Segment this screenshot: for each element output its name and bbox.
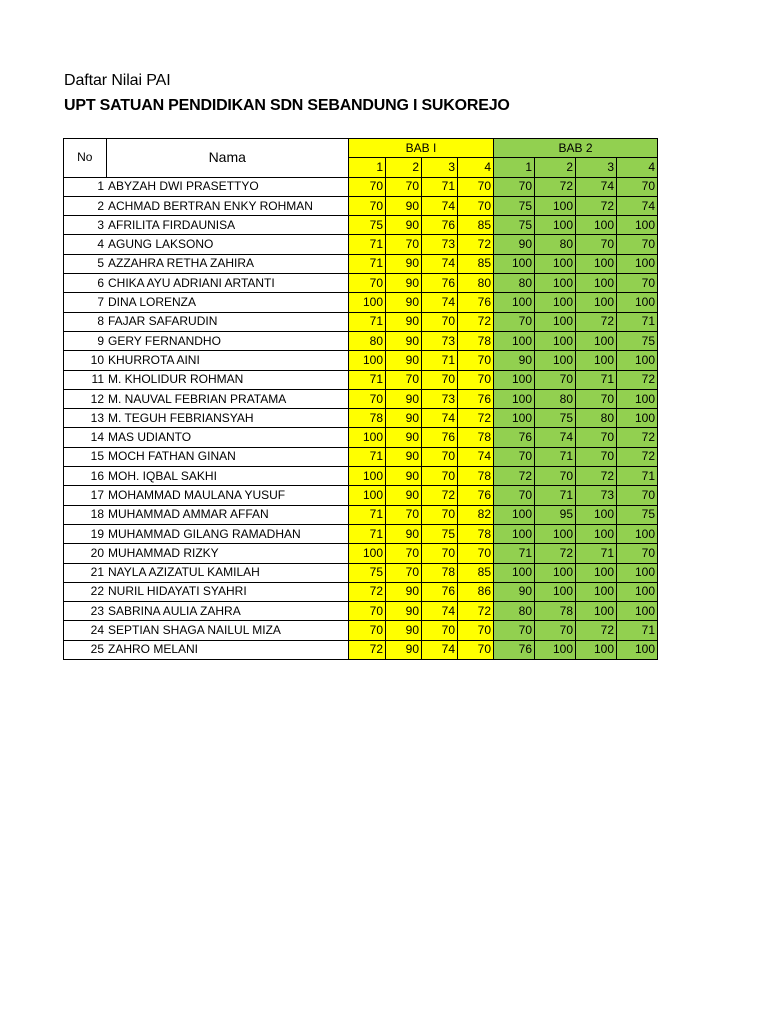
student-name: SEPTIAN SHAGA NAILUL MIZA xyxy=(106,621,349,640)
row-number: 16 xyxy=(64,467,107,486)
header-bab1-sub: 3 xyxy=(422,158,458,177)
bab2-score: 100 xyxy=(617,389,658,408)
bab1-score: 90 xyxy=(386,428,422,447)
student-name: AFRILITA FIRDAUNISA xyxy=(106,216,349,235)
bab2-score: 75 xyxy=(617,331,658,350)
student-name: SABRINA AULIA ZAHRA xyxy=(106,602,349,621)
bab1-score: 100 xyxy=(349,428,386,447)
bab2-score: 100 xyxy=(576,563,617,582)
bab1-score: 74 xyxy=(422,293,458,312)
bab2-score: 100 xyxy=(576,524,617,543)
bab2-score: 76 xyxy=(494,640,535,659)
row-number: 21 xyxy=(64,563,107,582)
bab2-score: 100 xyxy=(535,254,576,273)
bab2-score: 90 xyxy=(494,582,535,601)
bab1-score: 78 xyxy=(458,467,494,486)
bab1-score: 90 xyxy=(386,216,422,235)
bab1-score: 71 xyxy=(349,254,386,273)
bab1-score: 80 xyxy=(458,274,494,293)
bab2-score: 72 xyxy=(617,447,658,466)
bab2-score: 72 xyxy=(576,621,617,640)
bab2-score: 100 xyxy=(576,331,617,350)
bab2-score: 100 xyxy=(535,640,576,659)
bab1-score: 70 xyxy=(422,544,458,563)
bab2-score: 75 xyxy=(617,505,658,524)
bab2-score: 70 xyxy=(535,370,576,389)
table-row xyxy=(64,351,658,370)
bab2-score: 100 xyxy=(576,216,617,235)
bab1-score: 76 xyxy=(458,389,494,408)
page-title: Daftar Nilai PAI xyxy=(64,72,171,89)
bab2-score: 100 xyxy=(494,524,535,543)
bab1-score: 71 xyxy=(349,447,386,466)
row-number: 1 xyxy=(64,177,107,196)
row-number: 9 xyxy=(64,331,107,350)
bab2-score: 72 xyxy=(494,467,535,486)
bab1-score: 70 xyxy=(349,621,386,640)
student-name: ABYZAH DWI PRASETTYO xyxy=(106,177,349,196)
bab2-score: 75 xyxy=(494,196,535,215)
row-number: 18 xyxy=(64,505,107,524)
student-name: AZZAHRA RETHA ZAHIRA xyxy=(106,254,349,273)
bab1-score: 70 xyxy=(386,505,422,524)
bab1-score: 72 xyxy=(458,409,494,428)
bab2-score: 100 xyxy=(535,196,576,215)
bab2-score: 100 xyxy=(494,409,535,428)
bab2-score: 70 xyxy=(535,621,576,640)
bab1-score: 90 xyxy=(386,312,422,331)
student-name: MOCH FATHAN GINAN xyxy=(106,447,349,466)
table-row xyxy=(64,293,658,312)
bab2-score: 71 xyxy=(535,447,576,466)
row-number: 3 xyxy=(64,216,107,235)
student-name: AGUNG LAKSONO xyxy=(106,235,349,254)
bab1-score: 70 xyxy=(349,196,386,215)
row-number: 6 xyxy=(64,274,107,293)
student-name: MUHAMMAD AMMAR AFFAN xyxy=(106,505,349,524)
bab1-score: 90 xyxy=(386,524,422,543)
bab1-score: 90 xyxy=(386,274,422,293)
bab2-score: 72 xyxy=(535,177,576,196)
table-row xyxy=(64,486,658,505)
bab1-score: 78 xyxy=(349,409,386,428)
bab1-score: 71 xyxy=(422,351,458,370)
bab1-score: 71 xyxy=(349,235,386,254)
student-name: M. TEGUH FEBRIANSYAH xyxy=(106,409,349,428)
student-name: MOH. IQBAL SAKHI xyxy=(106,467,349,486)
bab1-score: 70 xyxy=(386,177,422,196)
bab2-score: 90 xyxy=(494,351,535,370)
header-row-top xyxy=(64,139,658,158)
header-bab1-sub: 1 xyxy=(349,158,386,177)
student-name: ZAHRO MELANI xyxy=(106,640,349,659)
bab1-score: 76 xyxy=(422,582,458,601)
bab2-score: 100 xyxy=(535,563,576,582)
student-name: FAJAR SAFARUDIN xyxy=(106,312,349,331)
header-bab2: BAB 2 xyxy=(494,139,658,158)
bab2-score: 100 xyxy=(576,351,617,370)
bab2-score: 70 xyxy=(494,621,535,640)
bab2-score: 70 xyxy=(494,486,535,505)
bab1-score: 74 xyxy=(422,254,458,273)
bab1-score: 90 xyxy=(386,582,422,601)
table-row xyxy=(64,563,658,582)
table-row xyxy=(64,331,658,350)
row-number: 20 xyxy=(64,544,107,563)
bab2-score: 71 xyxy=(535,486,576,505)
student-name: KHURROTA AINI xyxy=(106,351,349,370)
bab2-score: 72 xyxy=(535,544,576,563)
bab1-score: 90 xyxy=(386,409,422,428)
bab2-score: 100 xyxy=(617,254,658,273)
bab2-score: 71 xyxy=(617,621,658,640)
row-number: 4 xyxy=(64,235,107,254)
bab2-score: 100 xyxy=(494,389,535,408)
bab2-score: 100 xyxy=(576,602,617,621)
table-row xyxy=(64,447,658,466)
table-row xyxy=(64,254,658,273)
bab1-score: 70 xyxy=(458,621,494,640)
bab1-score: 90 xyxy=(386,447,422,466)
table-row xyxy=(64,409,658,428)
bab2-score: 100 xyxy=(576,254,617,273)
bab1-score: 70 xyxy=(458,640,494,659)
bab1-score: 74 xyxy=(422,409,458,428)
bab2-score: 71 xyxy=(576,544,617,563)
table-row xyxy=(64,312,658,331)
bab1-score: 73 xyxy=(422,235,458,254)
bab1-score: 100 xyxy=(349,293,386,312)
bab1-score: 70 xyxy=(422,467,458,486)
bab2-score: 70 xyxy=(494,177,535,196)
bab2-score: 100 xyxy=(576,293,617,312)
student-name: MAS UDIANTO xyxy=(106,428,349,447)
student-name: M. KHOLIDUR ROHMAN xyxy=(106,370,349,389)
table-row xyxy=(64,370,658,389)
student-name: NAYLA AZIZATUL KAMILAH xyxy=(106,563,349,582)
bab1-score: 85 xyxy=(458,216,494,235)
bab1-score: 70 xyxy=(349,274,386,293)
bab2-score: 70 xyxy=(576,447,617,466)
bab1-score: 78 xyxy=(422,563,458,582)
bab1-score: 90 xyxy=(386,389,422,408)
bab1-score: 71 xyxy=(349,524,386,543)
header-bab1-sub: 4 xyxy=(458,158,494,177)
bab1-score: 90 xyxy=(386,602,422,621)
bab1-score: 70 xyxy=(458,370,494,389)
header-bab1: BAB I xyxy=(349,139,494,158)
bab1-score: 70 xyxy=(386,563,422,582)
student-name: MUHAMMAD GILANG RAMADHAN xyxy=(106,524,349,543)
bab2-score: 95 xyxy=(535,505,576,524)
bab1-score: 75 xyxy=(349,216,386,235)
bab2-score: 70 xyxy=(617,177,658,196)
bab2-score: 100 xyxy=(535,274,576,293)
bab1-score: 90 xyxy=(386,293,422,312)
table-row xyxy=(64,235,658,254)
bab2-score: 75 xyxy=(494,216,535,235)
bab2-score: 100 xyxy=(494,293,535,312)
bab1-score: 73 xyxy=(422,331,458,350)
bab1-score: 70 xyxy=(349,177,386,196)
row-number: 23 xyxy=(64,602,107,621)
bab2-score: 71 xyxy=(576,370,617,389)
row-number: 10 xyxy=(64,351,107,370)
bab2-score: 74 xyxy=(576,177,617,196)
bab2-score: 100 xyxy=(494,370,535,389)
bab1-score: 90 xyxy=(386,640,422,659)
bab2-score: 100 xyxy=(535,524,576,543)
bab2-score: 100 xyxy=(535,582,576,601)
bab2-score: 100 xyxy=(494,254,535,273)
student-name: NURIL HIDAYATI SYAHRI xyxy=(106,582,349,601)
bab1-score: 70 xyxy=(422,621,458,640)
bab1-score: 72 xyxy=(458,602,494,621)
bab2-score: 70 xyxy=(494,447,535,466)
bab1-score: 90 xyxy=(386,467,422,486)
row-number: 14 xyxy=(64,428,107,447)
bab1-score: 76 xyxy=(458,486,494,505)
bab1-score: 71 xyxy=(422,177,458,196)
bab1-score: 70 xyxy=(386,235,422,254)
bab2-score: 100 xyxy=(617,351,658,370)
bab1-score: 90 xyxy=(386,486,422,505)
bab2-score: 78 xyxy=(535,602,576,621)
bab2-score: 100 xyxy=(617,640,658,659)
grades-table xyxy=(63,138,658,660)
bab1-score: 72 xyxy=(422,486,458,505)
row-number: 8 xyxy=(64,312,107,331)
table-row xyxy=(64,467,658,486)
bab1-score: 70 xyxy=(422,505,458,524)
table-row xyxy=(64,505,658,524)
bab1-score: 72 xyxy=(458,235,494,254)
bab1-score: 70 xyxy=(458,544,494,563)
row-number: 2 xyxy=(64,196,107,215)
header-bab2-sub: 1 xyxy=(494,158,535,177)
table-row xyxy=(64,274,658,293)
bab1-score: 70 xyxy=(458,351,494,370)
bab2-score: 100 xyxy=(535,312,576,331)
table-row xyxy=(64,428,658,447)
row-number: 12 xyxy=(64,389,107,408)
bab2-score: 100 xyxy=(494,331,535,350)
table-row xyxy=(64,640,658,659)
bab2-score: 70 xyxy=(617,274,658,293)
row-number: 25 xyxy=(64,640,107,659)
bab1-score: 74 xyxy=(422,640,458,659)
bab1-score: 71 xyxy=(349,505,386,524)
bab1-score: 70 xyxy=(458,177,494,196)
table-row xyxy=(64,621,658,640)
table-row xyxy=(64,216,658,235)
bab1-score: 82 xyxy=(458,505,494,524)
student-name: MOHAMMAD MAULANA YUSUF xyxy=(106,486,349,505)
bab1-score: 78 xyxy=(458,524,494,543)
bab2-score: 76 xyxy=(494,428,535,447)
bab1-score: 100 xyxy=(349,486,386,505)
bab2-score: 100 xyxy=(494,563,535,582)
row-number: 22 xyxy=(64,582,107,601)
bab2-score: 100 xyxy=(576,274,617,293)
bab2-score: 71 xyxy=(617,312,658,331)
bab2-score: 70 xyxy=(576,235,617,254)
bab1-score: 100 xyxy=(349,544,386,563)
table-row xyxy=(64,524,658,543)
student-name: GERY FERNANDHO xyxy=(106,331,349,350)
bab1-score: 74 xyxy=(422,196,458,215)
bab2-score: 100 xyxy=(576,505,617,524)
bab1-score: 85 xyxy=(458,254,494,273)
bab1-score: 73 xyxy=(422,389,458,408)
bab1-score: 75 xyxy=(349,563,386,582)
bab1-score: 85 xyxy=(458,563,494,582)
bab1-score: 70 xyxy=(386,370,422,389)
bab2-score: 80 xyxy=(535,235,576,254)
bab1-score: 76 xyxy=(422,428,458,447)
bab1-score: 90 xyxy=(386,351,422,370)
student-name: M. NAUVAL FEBRIAN PRATAMA xyxy=(106,389,349,408)
bab2-score: 80 xyxy=(535,389,576,408)
bab2-score: 100 xyxy=(617,293,658,312)
header-bab2-sub: 3 xyxy=(576,158,617,177)
bab2-score: 100 xyxy=(617,602,658,621)
bab1-score: 76 xyxy=(422,216,458,235)
grades-body xyxy=(64,177,658,659)
bab1-score: 90 xyxy=(386,196,422,215)
bab1-score: 72 xyxy=(349,582,386,601)
bab1-score: 71 xyxy=(349,312,386,331)
header-no: No xyxy=(64,139,107,178)
table-row xyxy=(64,196,658,215)
page-subtitle: UPT SATUAN PENDIDIKAN SDN SEBANDUNG I SUKOREJO xyxy=(64,97,510,114)
bab2-score: 70 xyxy=(617,486,658,505)
table-row xyxy=(64,582,658,601)
bab2-score: 80 xyxy=(494,274,535,293)
bab1-score: 70 xyxy=(349,389,386,408)
bab2-score: 75 xyxy=(535,409,576,428)
bab2-score: 80 xyxy=(576,409,617,428)
bab2-score: 100 xyxy=(617,582,658,601)
header-bab1-sub: 2 xyxy=(386,158,422,177)
row-number: 15 xyxy=(64,447,107,466)
bab2-score: 80 xyxy=(494,602,535,621)
bab2-score: 100 xyxy=(617,409,658,428)
bab1-score: 72 xyxy=(349,640,386,659)
student-name: CHIKA AYU ADRIANI ARTANTI xyxy=(106,274,349,293)
bab2-score: 100 xyxy=(617,563,658,582)
bab1-score: 78 xyxy=(458,428,494,447)
bab1-score: 75 xyxy=(422,524,458,543)
bab2-score: 72 xyxy=(576,312,617,331)
bab2-score: 71 xyxy=(494,544,535,563)
header-bab2-sub: 4 xyxy=(617,158,658,177)
bab1-score: 90 xyxy=(386,621,422,640)
bab2-score: 100 xyxy=(617,524,658,543)
bab1-score: 72 xyxy=(458,312,494,331)
bab1-score: 70 xyxy=(422,370,458,389)
bab2-score: 100 xyxy=(535,351,576,370)
bab2-score: 74 xyxy=(617,196,658,215)
bab1-score: 70 xyxy=(349,602,386,621)
bab2-score: 100 xyxy=(576,582,617,601)
bab2-score: 100 xyxy=(535,331,576,350)
bab2-score: 72 xyxy=(576,467,617,486)
bab1-score: 71 xyxy=(349,370,386,389)
bab2-score: 72 xyxy=(617,370,658,389)
bab1-score: 70 xyxy=(458,196,494,215)
row-number: 5 xyxy=(64,254,107,273)
bab1-score: 70 xyxy=(422,447,458,466)
table-row xyxy=(64,544,658,563)
table-row xyxy=(64,177,658,196)
bab1-score: 76 xyxy=(422,274,458,293)
header-bab2-sub: 2 xyxy=(535,158,576,177)
row-number: 17 xyxy=(64,486,107,505)
bab2-score: 74 xyxy=(535,428,576,447)
table-row xyxy=(64,389,658,408)
bab1-score: 100 xyxy=(349,467,386,486)
bab1-score: 70 xyxy=(386,544,422,563)
bab2-score: 70 xyxy=(535,467,576,486)
bab2-score: 100 xyxy=(535,293,576,312)
bab2-score: 70 xyxy=(494,312,535,331)
bab2-score: 70 xyxy=(576,428,617,447)
student-name: ACHMAD BERTRAN ENKY ROHMAN xyxy=(106,196,349,215)
bab2-score: 70 xyxy=(617,235,658,254)
bab1-score: 90 xyxy=(386,331,422,350)
row-number: 13 xyxy=(64,409,107,428)
bab1-score: 100 xyxy=(349,351,386,370)
bab2-score: 70 xyxy=(576,389,617,408)
bab2-score: 72 xyxy=(576,196,617,215)
bab1-score: 74 xyxy=(458,447,494,466)
bab1-score: 80 xyxy=(349,331,386,350)
row-number: 19 xyxy=(64,524,107,543)
bab2-score: 90 xyxy=(494,235,535,254)
bab1-score: 76 xyxy=(458,293,494,312)
row-number: 7 xyxy=(64,293,107,312)
bab2-score: 73 xyxy=(576,486,617,505)
bab2-score: 100 xyxy=(535,216,576,235)
row-number: 24 xyxy=(64,621,107,640)
bab2-score: 72 xyxy=(617,428,658,447)
table-row xyxy=(64,602,658,621)
bab2-score: 100 xyxy=(617,216,658,235)
bab1-score: 86 xyxy=(458,582,494,601)
bab2-score: 100 xyxy=(576,640,617,659)
bab1-score: 74 xyxy=(422,602,458,621)
bab2-score: 70 xyxy=(617,544,658,563)
bab2-score: 71 xyxy=(617,467,658,486)
student-name: MUHAMMAD RIZKY xyxy=(106,544,349,563)
bab1-score: 78 xyxy=(458,331,494,350)
header-nama: Nama xyxy=(106,139,349,178)
bab2-score: 100 xyxy=(494,505,535,524)
row-number: 11 xyxy=(64,370,107,389)
student-name: DINA LORENZA xyxy=(106,293,349,312)
bab1-score: 90 xyxy=(386,254,422,273)
bab1-score: 70 xyxy=(422,312,458,331)
